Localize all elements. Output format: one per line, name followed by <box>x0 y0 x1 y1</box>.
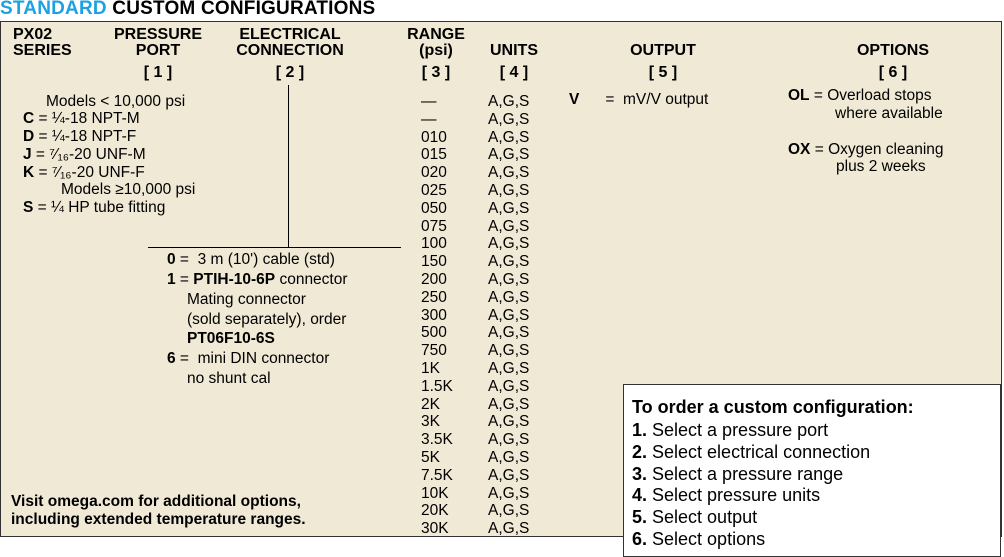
port-code-d: D <box>23 128 35 145</box>
range-value: 200 <box>421 270 447 288</box>
range-value: 10K <box>421 484 449 502</box>
header-units-line1: UNITS <box>490 42 538 59</box>
output-option-v <box>569 91 708 109</box>
port-desc-j: = ⁷⁄₁₆-20 UNF-M <box>31 146 146 163</box>
port-high-note: Models ≥10,000 psi <box>61 181 196 198</box>
conn-pre-1: = <box>175 271 194 288</box>
option-ox-line1: = Oxygen cleaning <box>810 141 944 158</box>
header-conn-line2: CONNECTION <box>236 42 344 59</box>
port-code-s: S <box>23 199 34 216</box>
range-value: 010 <box>421 128 447 146</box>
header-output-index: [ 5 ] <box>648 64 678 81</box>
header-range-index: [ 3 ] <box>421 64 451 81</box>
order-step <box>632 420 870 442</box>
units-value: A,G,S <box>488 93 530 110</box>
units-value: A,G,S <box>488 199 530 217</box>
header-port-line2: PORT <box>135 42 181 59</box>
conn-opt1-line3: (sold separately), order <box>187 311 347 328</box>
port-code-c: C <box>23 110 35 127</box>
range-value: 1K <box>421 359 440 377</box>
header-range-line1: RANGE <box>407 26 465 43</box>
conn-part-1: PTIH-10-6P <box>193 271 276 288</box>
range-value: — <box>421 110 437 128</box>
conn-opt1-line2: Mating connector <box>187 291 306 308</box>
range-value: 300 <box>421 306 447 324</box>
footer-line1: Visit omega.com for additional options, <box>11 493 301 510</box>
order-step-number: 6. <box>632 528 648 549</box>
units-value: A,G,S <box>488 377 530 395</box>
conn-code-1: 1 <box>167 271 176 288</box>
order-step-number: 1. <box>632 420 648 440</box>
header-options-index: [ 6 ] <box>878 64 908 81</box>
order-step-text: Select a pressure port <box>647 420 829 440</box>
footer-line2: including extended temperature ranges. <box>11 510 306 528</box>
option-ol-line1: = Overload stops <box>809 87 932 104</box>
header-series-line2: SERIES <box>13 42 72 59</box>
range-value: 500 <box>421 324 447 342</box>
units-value: A,G,S <box>488 164 530 182</box>
port-code-j: J <box>23 146 32 163</box>
option-ol-code: OL <box>788 87 810 104</box>
range-value: 3.5K <box>421 431 453 449</box>
range-value: 100 <box>421 235 447 253</box>
order-step <box>632 442 870 464</box>
port-desc-d: = ¼-18 NPT-F <box>34 128 137 145</box>
order-step-number: 3. <box>632 463 648 484</box>
units-value: A,G,S <box>488 306 530 324</box>
order-step-number: 2. <box>632 441 648 462</box>
order-step <box>632 529 870 551</box>
order-step <box>632 507 870 529</box>
units-value: A,G,S <box>488 235 530 253</box>
header-port-index: [ 1 ] <box>143 64 173 81</box>
units-value: A,G,S <box>488 342 530 360</box>
port-code-k: K <box>23 164 35 181</box>
units-list <box>488 93 529 538</box>
port-option-j <box>23 146 146 164</box>
range-value: 750 <box>421 342 447 360</box>
title-rest: CUSTOM CONFIGURATIONS <box>106 0 376 19</box>
conn-code-6: 6 <box>167 350 176 367</box>
config-table <box>0 21 1002 549</box>
units-value: A,G,S <box>488 431 530 449</box>
range-value: 020 <box>421 164 447 182</box>
units-value: A,G,S <box>488 359 530 377</box>
conn-option-0 <box>167 251 335 269</box>
range-value: 150 <box>421 253 447 271</box>
range-value: 2K <box>421 395 440 413</box>
range-value: 20K <box>421 502 449 520</box>
range-value: 250 <box>421 288 447 306</box>
conn-option-1 <box>167 271 348 289</box>
conn-opt1-mating-part: PT06F10-6S <box>187 330 275 347</box>
header-port-line1: PRESSURE <box>113 26 203 43</box>
port-low-note: Models < 10,000 psi <box>46 93 186 110</box>
order-step <box>632 485 870 507</box>
conn-post-1: connector <box>275 271 348 288</box>
output-desc: = mV/V output <box>605 91 709 108</box>
page-title <box>0 0 375 20</box>
units-value: A,G,S <box>488 466 530 484</box>
port-desc-s: = ¼ HP tube fitting <box>33 199 166 216</box>
port-option-s <box>23 199 165 217</box>
order-step-text: Select a pressure range <box>647 463 844 484</box>
header-options-line1: OPTIONS <box>856 42 929 59</box>
option-ol <box>788 87 931 105</box>
conn-desc-6: = mini DIN connector <box>175 350 330 367</box>
units-value: A,G,S <box>488 502 530 520</box>
port-option-d <box>23 128 136 146</box>
header-range-line2: (psi) <box>419 42 453 59</box>
option-ox <box>788 141 944 159</box>
order-step-text: Select options <box>647 528 766 549</box>
range-list <box>421 93 453 538</box>
header-options <box>843 43 943 81</box>
units-value: A,G,S <box>488 324 530 342</box>
conn-code-0: 0 <box>167 251 176 268</box>
units-value: A,G,S <box>488 448 530 466</box>
order-step-number: 4. <box>632 485 648 506</box>
range-value: 075 <box>421 217 447 235</box>
connection-bracket-vertical <box>288 85 289 247</box>
output-code: V <box>569 91 580 108</box>
header-range <box>399 27 473 81</box>
header-units-index: [ 4 ] <box>499 64 529 81</box>
title-standard: STANDARD <box>0 0 107 19</box>
order-heading: To order a custom configuration: <box>632 397 914 417</box>
header-output-line1: OUTPUT <box>630 42 696 59</box>
range-value: 1.5K <box>421 377 453 395</box>
range-value: 3K <box>421 413 440 431</box>
units-value: A,G,S <box>488 181 530 199</box>
option-ox-code: OX <box>788 141 811 158</box>
header-connection <box>227 27 353 81</box>
option-ox-line2: plus 2 weeks <box>836 158 926 175</box>
connection-bracket-horizontal <box>148 247 401 248</box>
units-value: A,G,S <box>488 484 530 502</box>
units-value: A,G,S <box>488 128 530 146</box>
footer-note <box>11 493 306 528</box>
order-steps-list <box>632 420 870 551</box>
units-value: A,G,S <box>488 413 530 431</box>
conn-desc-0: = 3 m (10') cable (std) <box>175 251 335 268</box>
header-units <box>477 43 551 81</box>
range-value: 050 <box>421 199 447 217</box>
header-series <box>13 27 72 59</box>
order-step-number: 5. <box>632 507 648 528</box>
order-step <box>632 464 870 486</box>
port-desc-k: = ⁷⁄₁₆-20 UNF-F <box>34 164 145 181</box>
range-value: 5K <box>421 448 440 466</box>
range-value: 30K <box>421 520 449 538</box>
order-step-text: Select output <box>647 507 758 528</box>
header-series-line1: PX02 <box>13 26 53 43</box>
conn-option-6 <box>167 350 329 368</box>
order-step-text: Select pressure units <box>647 485 821 506</box>
range-value: 015 <box>421 146 447 164</box>
range-value: 7.5K <box>421 466 453 484</box>
range-value: — <box>421 93 437 110</box>
units-value: A,G,S <box>488 110 530 128</box>
units-value: A,G,S <box>488 217 530 235</box>
port-option-c <box>23 110 140 128</box>
range-value: 025 <box>421 181 447 199</box>
port-option-k <box>23 164 145 182</box>
conn-opt6-line2: no shunt cal <box>187 370 271 387</box>
option-ol-line2: where available <box>835 105 943 122</box>
header-conn-line1: ELECTRICAL <box>239 26 341 43</box>
units-value: A,G,S <box>488 520 530 538</box>
port-desc-c: = ¼-18 NPT-M <box>34 110 140 127</box>
header-conn-index: [ 2 ] <box>275 64 305 81</box>
units-value: A,G,S <box>488 395 530 413</box>
order-step-text: Select electrical connection <box>647 441 871 462</box>
order-instructions-box <box>623 384 1001 557</box>
units-value: A,G,S <box>488 253 530 271</box>
units-value: A,G,S <box>488 146 530 164</box>
units-value: A,G,S <box>488 270 530 288</box>
header-port <box>108 27 208 81</box>
header-output <box>613 43 713 81</box>
units-value: A,G,S <box>488 288 530 306</box>
